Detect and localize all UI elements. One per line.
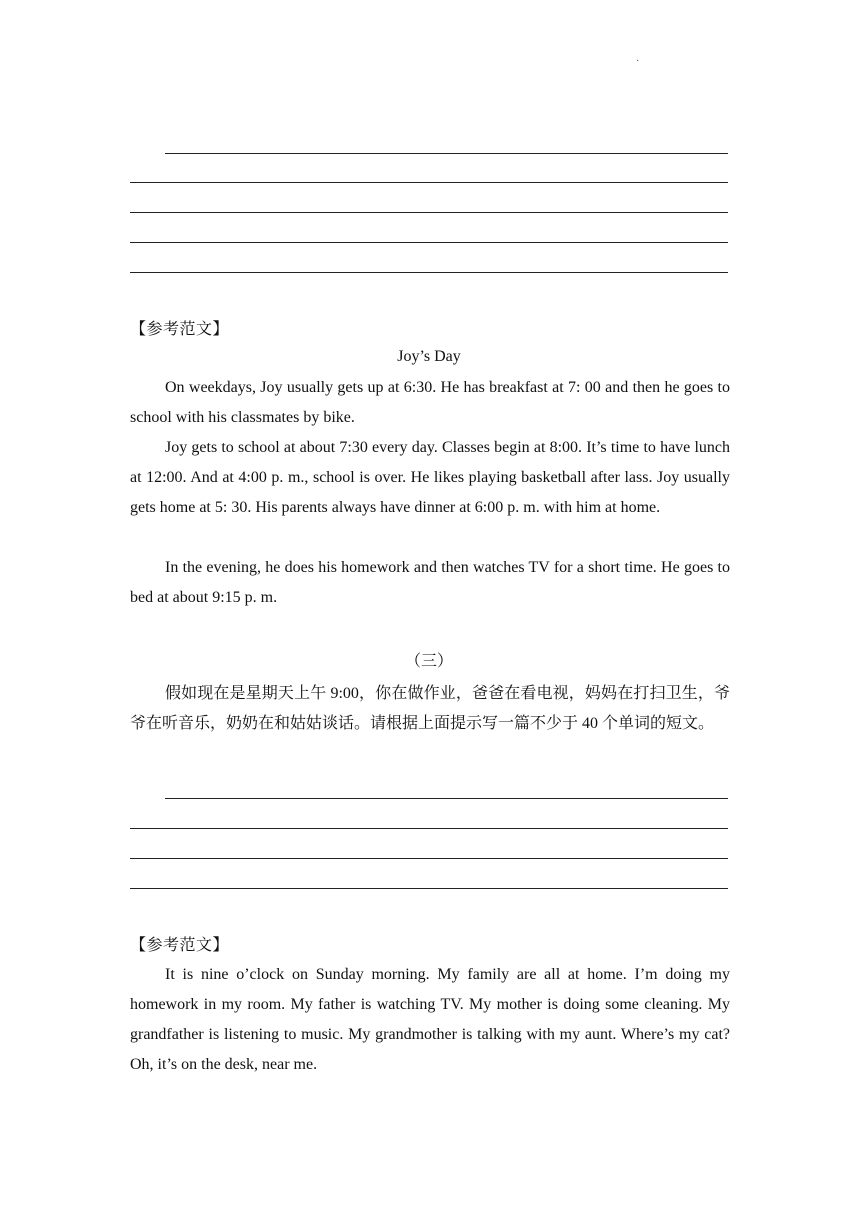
reference-label: 【参考范文】 — [130, 937, 230, 954]
answer-line — [130, 858, 728, 859]
answer-line — [165, 798, 728, 799]
essay-paragraph: On weekdays, Joy usually gets up at 6:30. He has breakfast at 7: 00 and then he goes to school with his classmates by bike. — [130, 379, 730, 426]
answer-line — [165, 153, 728, 154]
essay-title: Joy’s Day — [397, 348, 461, 365]
essay-paragraph: Joy gets to school at about 7:30 every day. Classes begin at 8:00. It’s time to have lunch at 12:00. And at 4:00 p. m., school is over. He likes playing basketball after lass. Joy usually gets home at 5: 30. His parents always have dinner at 6:00 p. m. with him at home. — [130, 439, 730, 516]
writing-prompt: 假如现在是星期天上午 9:00，你在做作业，爸爸在看电视，妈妈在打扫卫生，爷爷在听音乐，奶奶在和姑姑谈话。请根据上面提示写一篇不少于 40 个单词的短文。 — [130, 685, 730, 732]
answer-line — [130, 182, 728, 183]
reference-label: 【参考范文】 — [130, 321, 230, 338]
answer-line — [130, 242, 728, 243]
answer-line — [130, 272, 728, 273]
answer-line — [130, 212, 728, 213]
header-mark: · — [636, 56, 640, 67]
essay-paragraph: In the evening, he does his homework and then watches TV for a short time. He goes to bed at about 9:15 p. m. — [130, 559, 730, 606]
answer-line — [130, 888, 728, 889]
answer-line — [130, 828, 728, 829]
essay-paragraph: It is nine o’clock on Sunday morning. My family are all at home. I’m doing my homework in my room. My father is watching TV. My mother is doing some cleaning. My grandfather is listening to music. My grandmother is talking with my aunt. Where’s my cat? Oh, it’s on the desk, near me. — [130, 966, 730, 1073]
section-heading: （三） — [404, 653, 453, 670]
